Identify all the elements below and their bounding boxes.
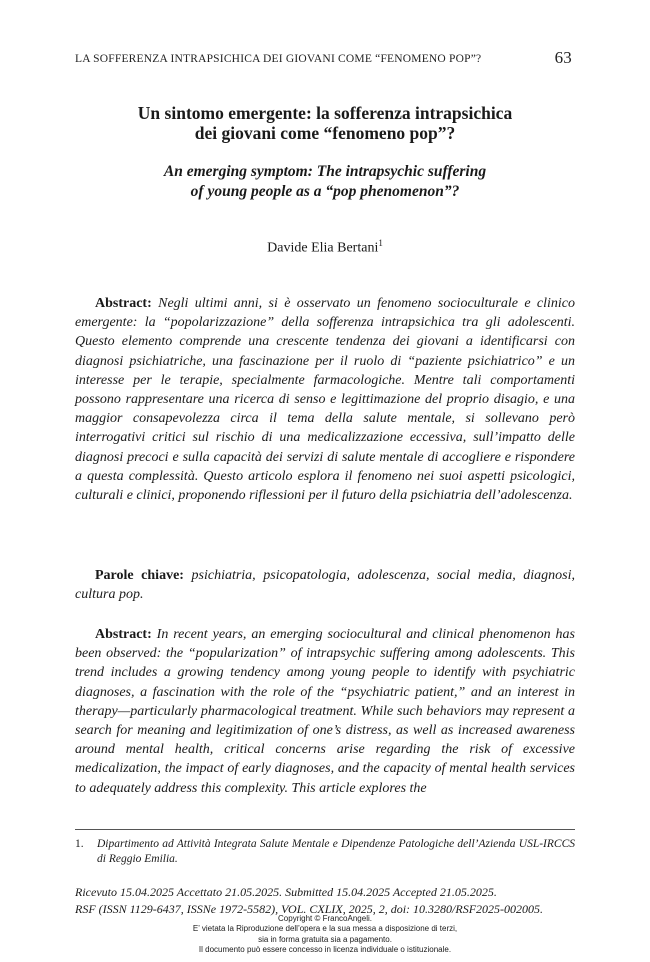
copyright-line-2: E’ vietata la Riproduzione dell’opera e la sua messa a disposizione di terzi, [192,924,458,934]
abstract-italian-text: Negli ultimi anni, si è osservato un fenomeno socioculturale e clinico emergente: la “popolarizzazione” della sofferenza intrapsichica tra gli adolescenti. Questo elemento comprende una crescente tendenza dei giovani a identificarsi con diagnosi psichiatriche, una fascinazione per il ruolo di “paziente psichiatrico” e un interesse per le terapie, specialmente farmacologiche. Mentre tali comportamenti possono rappresentare una ricerca di senso e legittimazione del proprio disagio, e una maggior consapevolezza circa il tema della salute mentale, si sollevano però interrogativi critici sul rischio di una medicalizzazione eccessiva, sull’impatto delle diagnosi precoci e sulla capacità dei servizi di salute mentale di accogliere e rispondere a questa complessità. Questo articolo esplora il fenomeno nei suoi aspetti psicologici, culturali e clinici, proponendo riflessioni per il futuro della psichiatria dell’adolescenza. [75,296,575,504]
copyright-line-4: Il documento può essere concesso in licenza individuale o istituzionale. [198,944,452,954]
submission-dates: Ricevuto 15.04.2025 Accettato 21.05.2025. Submitted 15.04.2025 Accepted 21.05.2025. [75,885,497,899]
abstract-english [75,625,575,835]
subtitle-line-2: of young people as a “pop phenomenon”? [190,183,460,200]
publication-info [75,884,590,917]
footnote-text: Dipartimento ad Attività Integrata Salute Mentale e Dipendenze Patologiche dell’Azienda USL-IRCCS di Reggio Emilia. [97,838,575,865]
keywords [75,566,575,604]
author-line [75,238,575,257]
subtitle-line-1: An emerging symptom: The intrapsychic suffering [163,163,487,180]
running-header [75,48,572,70]
copyright-line-3: sia in forma gratuita sia a pagamento. [258,934,392,944]
footnote [75,837,575,867]
copyright-line-1: Copyright © FrancoAngeli. [278,914,372,923]
footnote-divider [75,829,575,830]
footnote-number: 1. [75,838,84,850]
page-number: 63 [554,48,572,67]
running-title: LA SOFFERENZA INTRAPSICHICA DEI GIOVANI COME “FENOMENO POP”? [75,53,482,65]
abstract-english-text: In recent years, an emerging sociocultural and clinical phenomenon has been observed: the “popularization” of intrapsychic suffering among adolescents. This trend includes a growing tendency among young people to identify with psychiatric diagnoses, a fascination with the role of the “psychiatric patient,” and an interest in therapy—particularly pharmacological treatment. While such behaviors may represent a search for meaning and legitimization of one’s distress, as well as increased awareness around mental health, critical concerns arise regarding the risk of excessive medicalization, the impact of early diagnoses, and the capacity of mental health services to adequately address this complexity. This article explores the [75,627,575,796]
copyright-notice [0,914,650,955]
keywords-label: Parole chiave: [95,568,184,583]
abstract-english-label: Abstract: [95,627,152,642]
author-footnote-marker: 1 [378,238,383,248]
journal-citation: RSF (ISSN 1129-6437, ISSNe 1972-5582), VOL. CXLIX, 2025, 2, doi: 10.3280/RSF2025-002005. [75,901,544,916]
abstract-italian [75,294,575,505]
article-subtitle [75,162,575,202]
author-name: Davide Elia Bertani [267,240,379,256]
article-title [75,103,575,143]
keywords-text: psichiatria, psicopatologia, adolescenza, social media, diagnosi, cultura pop. [75,568,576,603]
abstract-italian-label: Abstract: [95,296,152,311]
title-line-1: Un sintomo emergente: la sofferenza intrapsichica [137,103,513,123]
title-line-2: dei giovani come “fenomeno pop”? [194,123,456,143]
